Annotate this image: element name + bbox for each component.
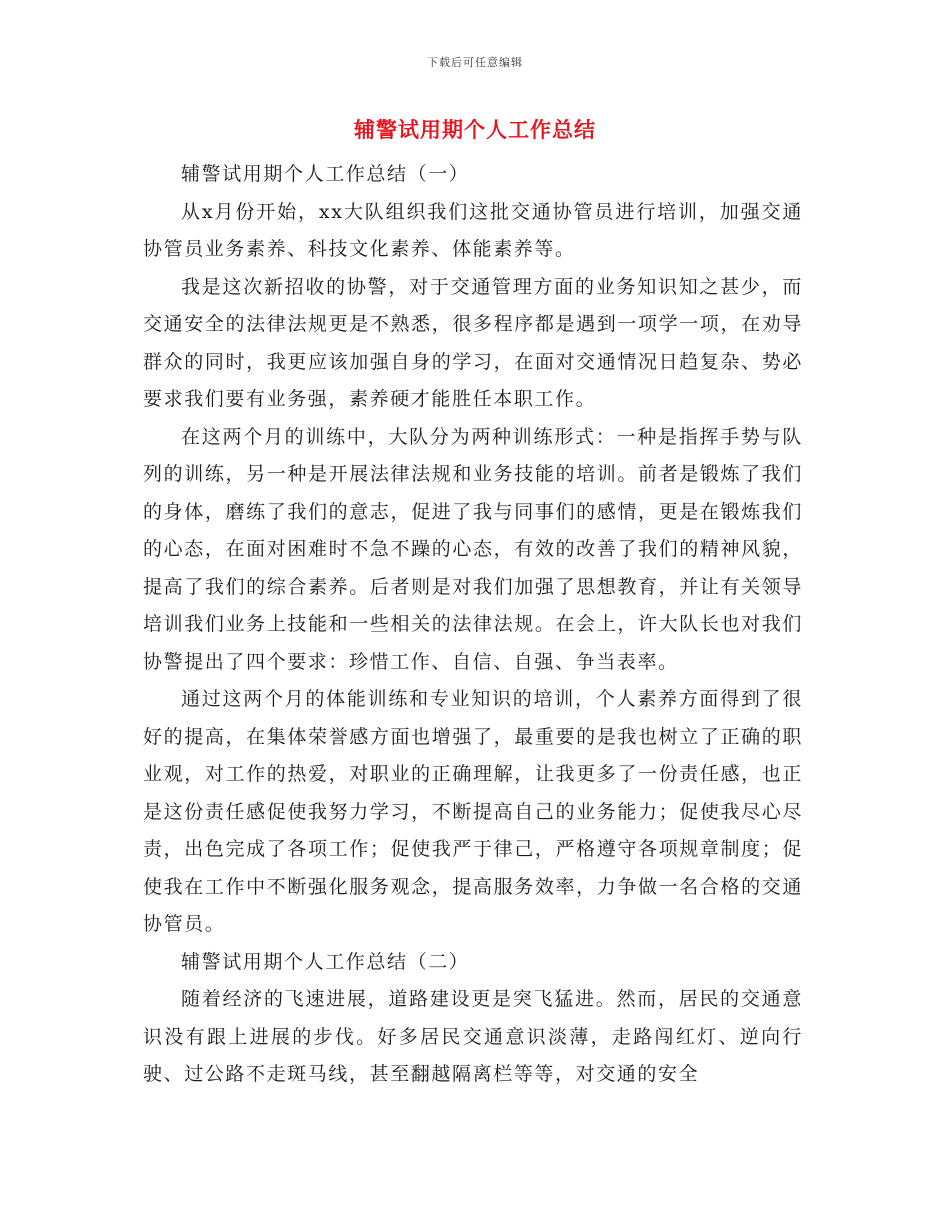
paragraph: 随着经济的飞速进展，道路建设更是突飞猛进。然而，居民的交通意识没有跟上进展的步伐。好多居民交通意识淡薄，走路闯红灯、逆向行驶、过公路不走斑马线，甚至翻越隔离栏等等，对交通的安全 <box>143 988 803 1085</box>
section-heading-1: 辅警试用期个人工作总结（一） <box>181 163 470 185</box>
header-note: 下载后可任意编辑 <box>427 56 523 69</box>
section-heading-2: 辅警试用期个人工作总结（二） <box>181 950 470 973</box>
paragraph: 在这两个月的训练中，大队分为两种训练形式：一种是指挥手势与队列的训练，另一种是开展法律法规和业务技能的培训。前者是锻炼了我们的身体，磨练了我们的意志，促进了我与同事们的感情，更是在锻炼我们的心态，在面对困难时不急不躁的心态，有效的改善了我们的精神风貌，提高了我们的综合素养。后者则是对我们加强了思想教育，并让有关领导培训我们业务上技能和一些相关的法律法规。在会上，许大队长也对我们协警提出了四个要求：珍惜工作、自信、自强、争当表率。 <box>143 425 803 673</box>
paragraph: 从x月份开始，xx大队组织我们这批交通协管员进行培训，加强交通协管员业务素养、科技文化素养、体能素养等。 <box>143 200 803 260</box>
document-body <box>143 156 803 1094</box>
paragraph: 我是这次新招收的协警，对于交通管理方面的业务知识知之甚少，而交通安全的法律法规更是不熟悉，很多程序都是遇到一项学一项，在劝导群众的同时，我更应该加强自身的学习，在面对交通情况日趋复杂、势必要求我们要有业务强，素养硬才能胜任本职工作。 <box>143 275 803 410</box>
paragraph: 通过这两个月的体能训练和专业知识的培训，个人素养方面得到了很好的提高，在集体荣誉感方面也增强了，最重要的是我也树立了正确的职业观，对工作的热爱，对职业的正确理解，让我更多了一份责任感，也正是这份责任感促使我努力学习，不断提高自己的业务能力；促使我尽心尽责，出色完成了各项工作；促使我严于律己，严格遵守各项规章制度；促使我在工作中不断强化服务观念，提高服务效率，力争做一名合格的交通协管员。 <box>143 688 803 935</box>
document-title: 辅警试用期个人工作总结 <box>354 117 596 142</box>
